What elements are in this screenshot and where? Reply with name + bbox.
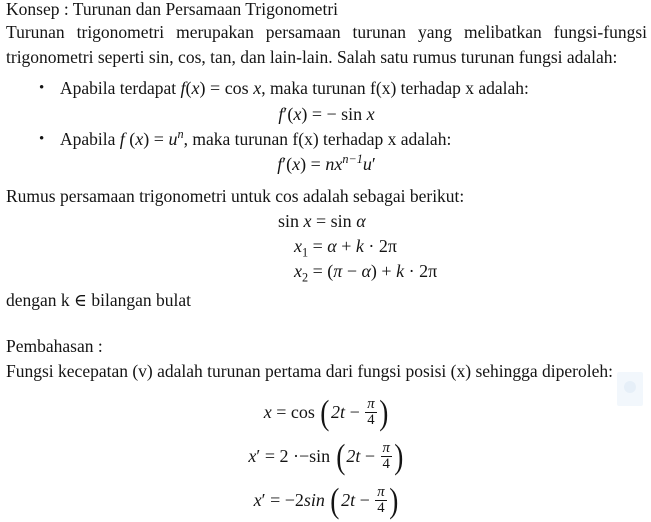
var-x-2: x [294, 260, 302, 281]
equals-sign: = [316, 210, 327, 231]
spacer [6, 177, 647, 184]
equation-x2 [278, 259, 647, 284]
fraction-denominator-4: 4 [365, 412, 376, 428]
dengan-text: dengan k ∈ bilangan bulat [6, 289, 191, 310]
cdot-sign: · [292, 446, 299, 466]
two-t: 2t [346, 446, 361, 466]
cdot-sign: · [408, 260, 415, 281]
paren-open: ( [287, 103, 294, 124]
spacer [6, 312, 647, 334]
alpha-symbol: α [327, 235, 337, 256]
spacer [6, 69, 647, 76]
bullet-2-text-after: , maka turunan f(x) terhadap x adalah: [183, 128, 452, 149]
paren-close: ) [199, 78, 206, 98]
exponent-n-minus-1: n−1 [342, 152, 363, 166]
var-x: x [293, 103, 302, 124]
rumus-lead-text: Rumus persamaan trigonometri untuk cos adalah sebagai berikut: [6, 186, 465, 206]
minus-sign: − [349, 402, 360, 422]
dengan-line [6, 288, 647, 313]
minus-sign: − [284, 490, 295, 510]
var-x: x [292, 154, 301, 174]
alpha-symbol: α [361, 260, 371, 281]
paren-open: ( [185, 78, 192, 98]
var-x: x [303, 210, 312, 231]
var-k: k [396, 260, 405, 281]
bullet-marker-icon: • [39, 80, 45, 96]
equation-position-x: x = cos (2t − $\frac{\pi}{4}$ ) [263, 392, 389, 432]
func-f: f [278, 103, 284, 124]
sin-operator-2: sin [330, 210, 352, 231]
minus-sign-2: − [364, 446, 376, 466]
equation-velocity-step: x′ = 2 ·−sin (2t − $\frac{\pi}{4}$ ) [248, 436, 404, 476]
var-x-1: x [294, 235, 302, 256]
equals-sign: = [310, 154, 321, 174]
plus-sign: + [341, 235, 352, 256]
equals-sign: = [270, 490, 281, 510]
subscript-2: 2 [302, 270, 309, 285]
bullet-item-2 [6, 127, 647, 152]
sin-operator: sin [278, 210, 300, 231]
cdot-sign: · [368, 235, 375, 256]
var-x: x [263, 402, 272, 422]
var-u: u [362, 154, 372, 174]
equals-sign: = [153, 128, 164, 149]
equals-sign: = [210, 78, 221, 98]
bullet-item-1 [6, 76, 647, 101]
func-f: f [180, 78, 186, 98]
prime-mark: ′ [282, 154, 287, 174]
var-x: x [248, 446, 257, 466]
paren-close: ) [300, 154, 307, 174]
coefficient-n: n [325, 154, 335, 174]
var-x: x [135, 128, 144, 149]
concept-heading: Konsep : Turunan dan Persamaan Trigonometri [6, 0, 339, 19]
prime-mark: ′ [283, 103, 288, 124]
minus-sign: − [346, 260, 357, 281]
subscript-1: 1 [302, 245, 309, 260]
var-x-2: x [366, 103, 375, 124]
bullet-1-text-before: Apabila terdapat [60, 78, 181, 98]
minus-sign: − [326, 103, 337, 124]
paren-close: ) [301, 103, 308, 124]
var-x: x [253, 490, 262, 510]
two-t: 2t [341, 490, 356, 510]
paren-close: ) [143, 128, 150, 149]
fraction-numerator-pi: π [367, 396, 375, 413]
plus-sign: + [381, 260, 392, 281]
prime-mark-u: ′ [371, 154, 376, 174]
bullet-2-text-before: Apabila [60, 128, 120, 149]
prime-mark: ′ [256, 446, 261, 466]
two-t: 2t [331, 402, 346, 422]
alpha-symbol: α [356, 210, 366, 231]
minus-sign: − [298, 446, 310, 466]
equation-velocity-final: x′ = −2sin (2t − $\frac{\pi}{4}$ ) [253, 480, 399, 520]
fraction-pi-over-4 [375, 485, 386, 516]
sin-operator: sin [309, 446, 331, 466]
paren-close: ) [370, 260, 377, 281]
fraction-numerator-pi: π [377, 484, 385, 501]
sin-operator-italic: sin [303, 490, 325, 510]
equation-derivative-cos [6, 101, 647, 127]
func-f: f [277, 154, 283, 174]
trig-equation-block [6, 209, 647, 284]
var-x-2: x [334, 154, 343, 174]
pi-symbol: π [333, 260, 343, 281]
paren-open: ( [327, 260, 334, 281]
var-x-2: x [253, 78, 262, 98]
bullet-2-inline-math [119, 126, 184, 149]
equals-sign: = [311, 103, 322, 124]
equals-sign: = [312, 235, 323, 256]
fraction-denominator-4: 4 [375, 500, 386, 516]
equals-sign: = [276, 402, 287, 422]
exponent-n: n [177, 126, 184, 141]
two-pi: 2π [378, 235, 397, 256]
paren-open: ( [286, 154, 293, 174]
pembahasan-paragraph: Fungsi kecepatan (v) adalah turunan pertama dari fungsi posisi (x) sehingga diperoleh: [6, 360, 613, 381]
var-k: k [355, 235, 364, 256]
sin-operator: sin [341, 103, 363, 124]
equation-sin-x-sin-alpha [278, 209, 647, 234]
prime-mark: ′ [261, 490, 266, 510]
two-pi: 2π [419, 260, 438, 281]
minus-sign-2: − [359, 490, 370, 510]
pembahasan-heading: Pembahasan : [6, 336, 103, 356]
fraction-denominator-4: 4 [381, 456, 392, 472]
var-u: u [168, 128, 178, 149]
coefficient-2: 2 [279, 446, 289, 466]
func-f: f [119, 128, 125, 149]
var-x: x [191, 78, 200, 98]
coefficient-2: 2 [294, 490, 304, 510]
equals-sign: = [312, 260, 323, 281]
bullet-1-text-after: , maka turunan f(x) terhadap x adalah: [261, 78, 529, 98]
cos-operator: cos [224, 78, 249, 98]
bullet-1-inline-math [181, 78, 262, 98]
cos-operator: cos [290, 402, 315, 422]
fraction-pi-over-4 [381, 441, 392, 472]
fraction-numerator-pi: π [382, 440, 390, 457]
paren-open: ( [129, 128, 136, 149]
bullet-marker-icon: • [39, 130, 45, 147]
equation-chain-rule [6, 151, 647, 177]
equation-x1 [278, 234, 647, 259]
intro-paragraph: Turunan trigonometri merupakan persamaan turunan yang melibatkan fungsi-fungsi trigonometri seperti sin, cos, tan, dan lain-lain. Salah satu rumus turunan fungsi adalah: [6, 22, 647, 67]
fraction-pi-over-4 [365, 397, 376, 428]
equals-sign: = [264, 446, 275, 466]
spacer [6, 383, 647, 390]
